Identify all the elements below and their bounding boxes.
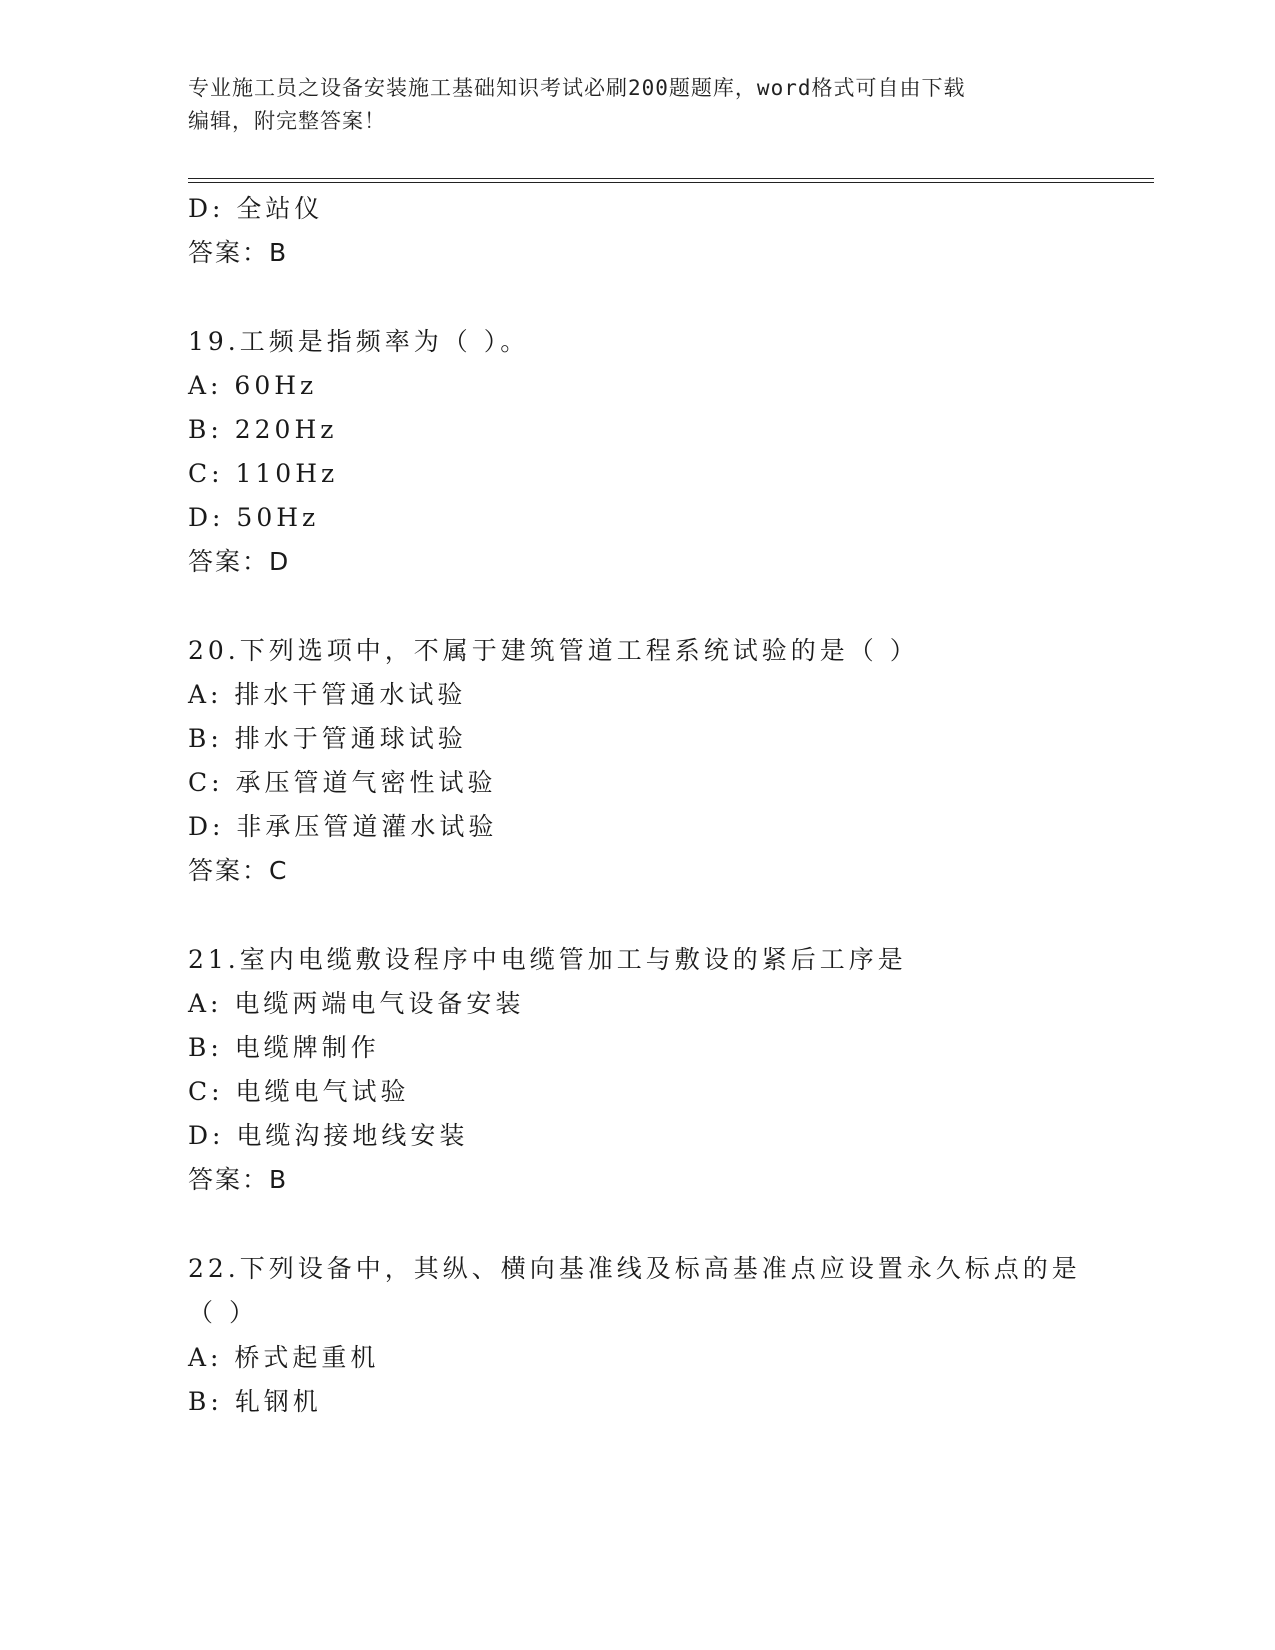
question-21: 21.室内电缆敷设程序中电缆管加工与敷设的紧后工序是 bbox=[188, 945, 907, 974]
option-c-q21: C: 电缆电气试验 bbox=[188, 1077, 410, 1106]
option-c-q20: C: 承压管道气密性试验 bbox=[188, 768, 497, 797]
answer-q20: 答案：C bbox=[188, 856, 289, 885]
answer-q19: 答案：D bbox=[188, 547, 291, 576]
option-d-q20: D: 非承压管道灌水试验 bbox=[188, 812, 498, 841]
option-d-q19: D: 50Hz bbox=[188, 503, 320, 532]
option-a-q22: A: 桥式起重机 bbox=[188, 1343, 380, 1372]
document-header bbox=[188, 72, 1068, 138]
option-d-q18: D: 全站仪 bbox=[188, 194, 324, 223]
header-line-2: 编辑，附完整答案！ bbox=[188, 109, 386, 133]
question-22-continued: （ ） bbox=[188, 1298, 258, 1327]
option-c-q19: C: 110Hz bbox=[188, 459, 339, 488]
answer-q21: 答案：B bbox=[188, 1165, 289, 1194]
header-divider-top bbox=[188, 178, 1154, 179]
option-a-q21: A: 电缆两端电气设备安装 bbox=[188, 989, 525, 1018]
option-b-q20: B: 排水于管通球试验 bbox=[188, 724, 467, 753]
option-d-q21: D: 电缆沟接地线安装 bbox=[188, 1121, 469, 1150]
header-line-1: 专业施工员之设备安装施工基础知识考试必刷200题题库，word格式可自由下载 bbox=[188, 76, 966, 100]
option-a-q20: A: 排水干管通水试验 bbox=[188, 680, 467, 709]
option-b-q21: B: 电缆牌制作 bbox=[188, 1033, 380, 1062]
option-a-q19: A: 60Hz bbox=[188, 371, 318, 400]
answer-q18: 答案：B bbox=[188, 238, 289, 267]
option-b-q19: B: 220Hz bbox=[188, 415, 338, 444]
option-b-q22: B: 轧钢机 bbox=[188, 1387, 322, 1416]
question-19: 19.工频是指频率为（ ）。 bbox=[188, 327, 530, 356]
header-divider-bottom bbox=[188, 182, 1154, 183]
question-20: 20.下列选项中，不属于建筑管道工程系统试验的是（ ） bbox=[188, 636, 919, 665]
question-22: 22.下列设备中，其纵、横向基准线及标高基准点应设置永久标点的是 bbox=[188, 1254, 1081, 1283]
